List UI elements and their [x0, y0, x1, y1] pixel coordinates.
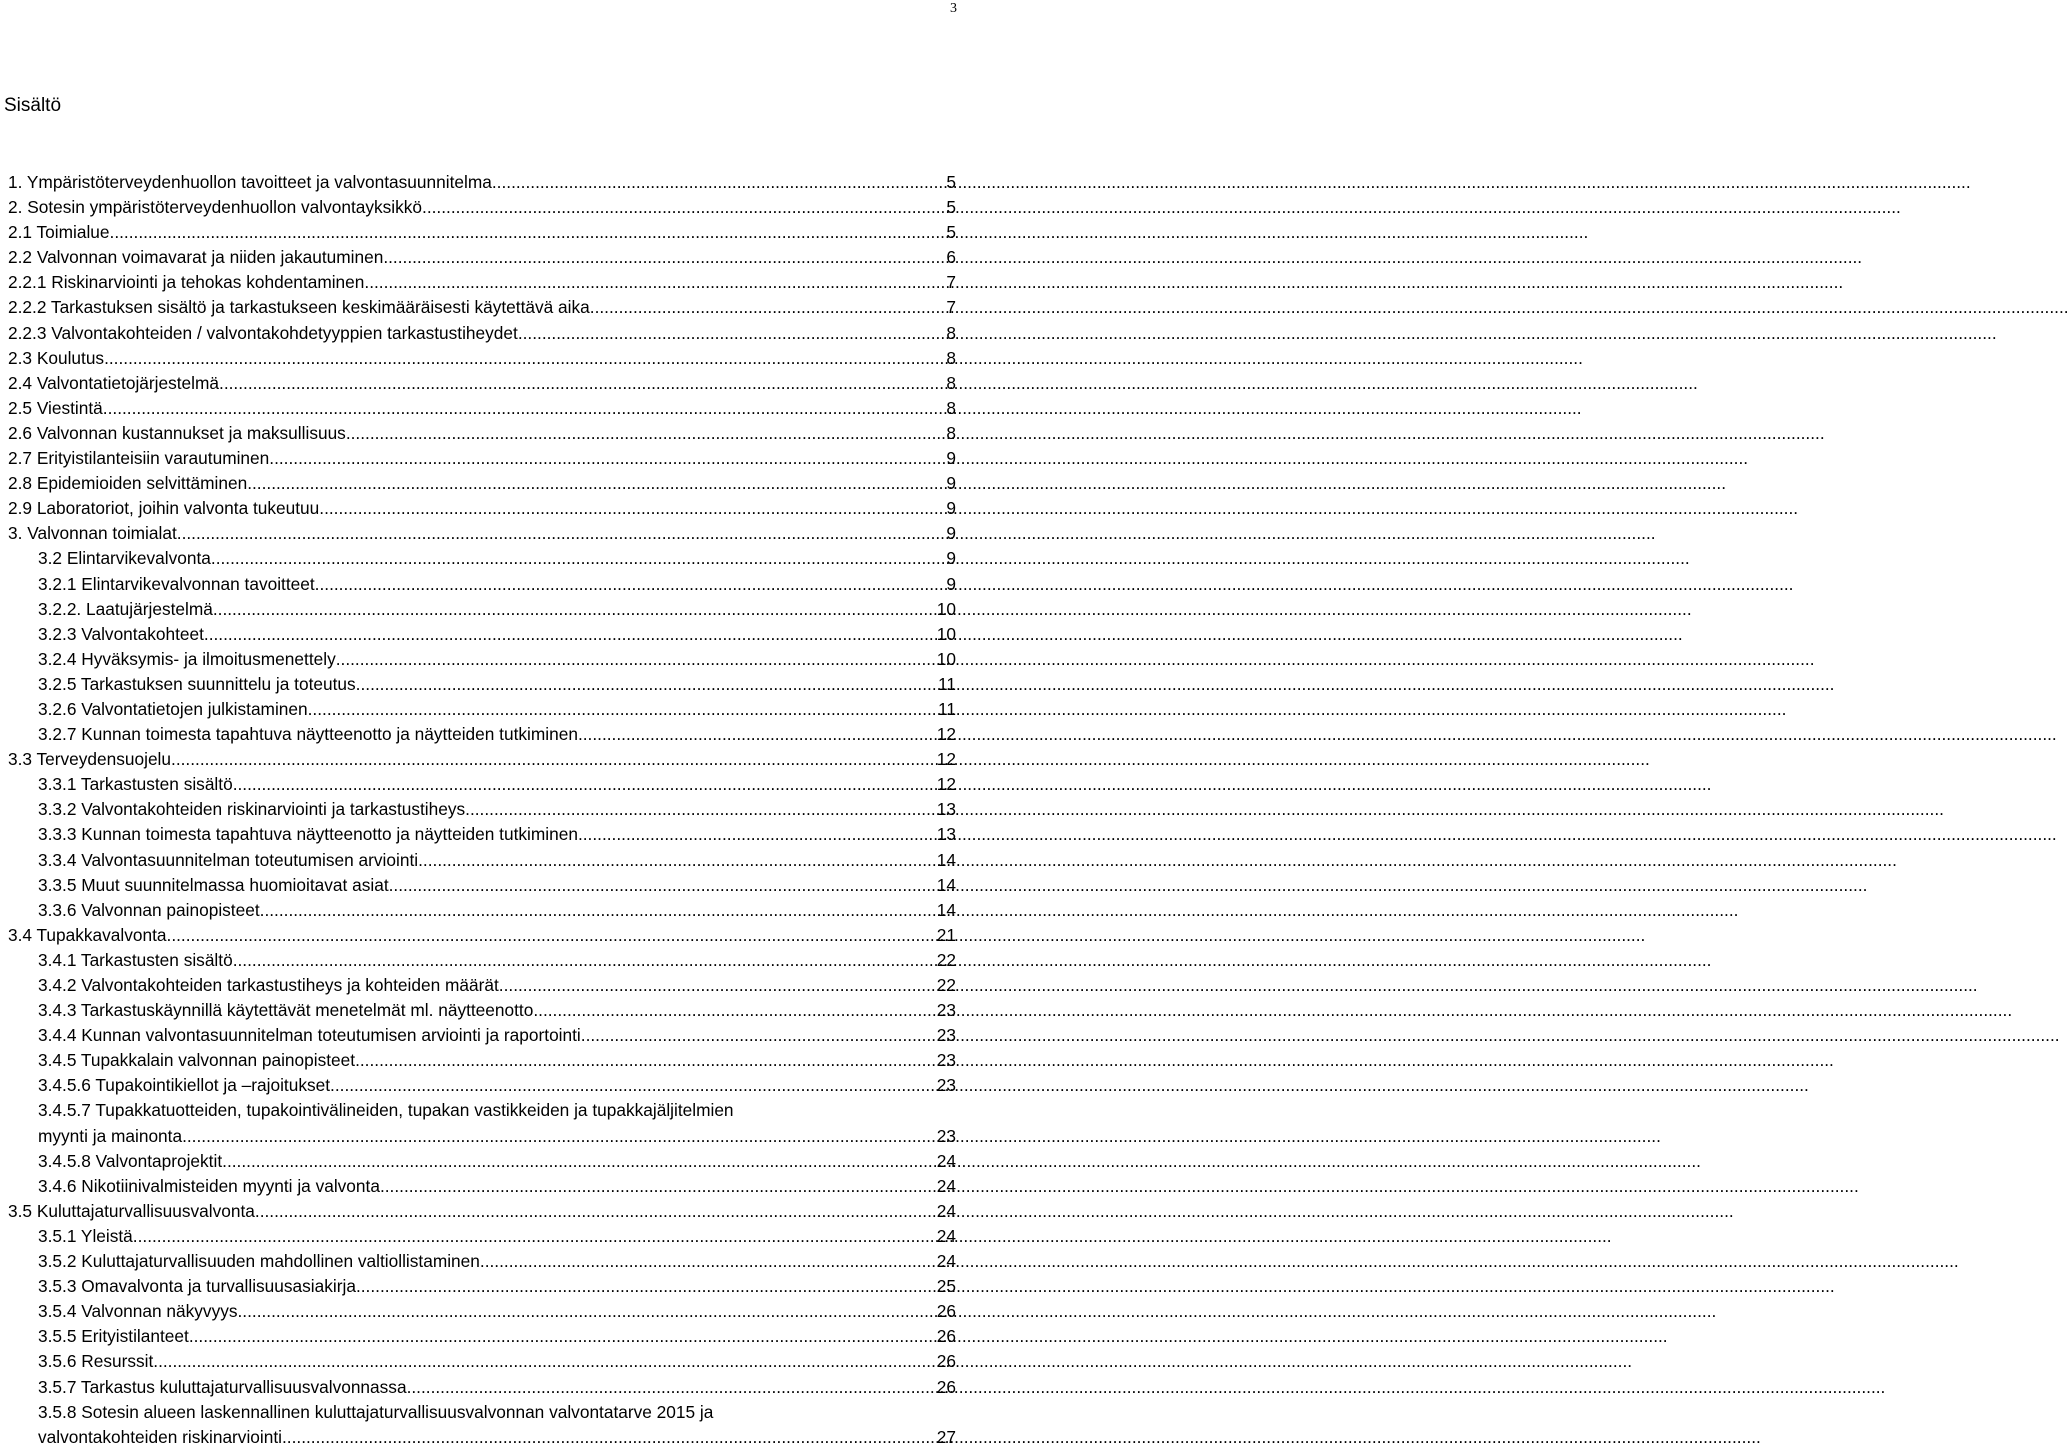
toc-entry-page-number: 5: [946, 222, 956, 243]
toc-dot-leader: [480, 1249, 937, 1274]
toc-entry-label: 2.3 Koulutus: [8, 347, 105, 368]
toc-entry[interactable]: [0, 1249, 960, 1274]
toc-entry[interactable]: [0, 220, 960, 245]
toc-entry[interactable]: [0, 572, 960, 597]
toc-entry-page-number: 10: [936, 648, 956, 669]
toc-dot-leader: [182, 1124, 937, 1149]
toc-dot-leader: [282, 1425, 937, 1450]
toc-entry-label: myynti ja mainonta: [38, 1125, 183, 1146]
toc-entry-label: 3.3.2 Valvontakohteiden riskinarviointi ja tarkastustiheys: [38, 799, 466, 820]
toc-dot-leader: [269, 446, 946, 471]
toc-entry-page-number: 12: [936, 749, 956, 770]
toc-entry[interactable]: [0, 973, 960, 998]
toc-entry[interactable]: [0, 1349, 960, 1374]
toc-entry-page-number: 8: [946, 422, 956, 443]
toc-entry-page-number: 23: [936, 1000, 956, 1021]
toc-entry-label: 3.2.1 Elintarvikevalvonnan tavoitteet: [38, 573, 315, 594]
toc-entry-page-number: 9: [946, 573, 956, 594]
toc-dot-leader: [260, 898, 937, 923]
toc-entry[interactable]: [0, 1174, 960, 1199]
toc-dot-leader: [255, 1199, 937, 1224]
toc-entry-page-number: 9: [946, 498, 956, 519]
toc-dot-leader: [356, 1274, 937, 1299]
toc-entry[interactable]: [0, 848, 960, 873]
toc-entry[interactable]: [0, 597, 960, 622]
toc-entry-page-number: 6: [946, 247, 956, 268]
toc-entry-page-number: 14: [936, 899, 956, 920]
toc-entry-label: 3.4.2 Valvontakohteiden tarkastustiheys ja kohteiden määrät: [38, 975, 499, 995]
toc-entry[interactable]: [0, 948, 960, 973]
toc-entry-page-number: 13: [936, 799, 956, 820]
toc-entry[interactable]: [0, 697, 960, 722]
toc-dot-leader: [578, 722, 937, 747]
toc-entry[interactable]: [0, 421, 960, 446]
toc-entry-label: 2.2 Valvonnan voimavarat ja niiden jakautuminen: [8, 247, 384, 268]
toc-entry[interactable]: [0, 622, 960, 647]
toc-dot-leader: [104, 346, 946, 371]
toc-entry-label: 3.4.3 Tarkastuskäynnillä käytettävät menetelmät ml. näytteenotto: [38, 1000, 534, 1021]
toc-entry-label: 2.9 Laboratoriot, joihin valvonta tukeutuu: [8, 498, 320, 519]
toc-entry[interactable]: [0, 446, 960, 471]
toc-entry[interactable]: [0, 346, 960, 371]
toc-dot-leader: [213, 597, 937, 622]
toc-entry-page-number: 10: [936, 598, 956, 619]
toc-entry[interactable]: [0, 873, 960, 898]
toc-dot-leader: [247, 471, 946, 496]
toc-dot-leader: [153, 1349, 937, 1374]
toc-dot-leader: [465, 797, 937, 822]
toc-entry-page-number: 26: [936, 1326, 956, 1347]
toc-entry[interactable]: [0, 521, 960, 546]
toc-entry-label: 3.3.4 Valvontasuunnitelman toteutumisen arviointi: [38, 849, 419, 870]
toc-entry[interactable]: [0, 396, 960, 421]
toc-entry[interactable]: [0, 747, 960, 772]
toc-entry-page-number: 7: [946, 272, 956, 293]
toc-entry[interactable]: [0, 797, 960, 822]
toc-entry-label: 2.6 Valvonnan kustannukset ja maksullisuus: [8, 422, 346, 443]
toc-entry-label: 3.5 Kuluttajaturvallisuusvalvonta: [8, 1200, 255, 1221]
toc-entry[interactable]: [0, 1324, 960, 1349]
toc-entry-page-number: 23: [936, 1075, 956, 1096]
toc-dot-leader: [330, 1073, 937, 1098]
toc-dot-leader: [233, 948, 937, 973]
toc-entry-page-number: 24: [936, 1200, 956, 1221]
toc-entry-page-number: 23: [936, 1025, 956, 1046]
toc-entry-label: 3.5.1 Yleistä: [38, 1225, 133, 1246]
toc-entry-label: 3.2.7 Kunnan toimesta tapahtuva näytteenotto ja näytteiden tutkiminen: [38, 724, 578, 745]
toc-entry[interactable]: [0, 270, 960, 295]
toc-entry-label: 2.2.3 Valvontakohteiden / valvontakohdetyyppien tarkastustiheydet: [8, 322, 518, 343]
toc-entry-label: 2.2.1 Riskinarviointi ja tehokas kohdentaminen: [8, 272, 365, 293]
toc-entry-label: 3.5.3 Omavalvonta ja turvallisuusasiakirja: [38, 1276, 356, 1297]
toc-entry-page-number: 23: [936, 1050, 956, 1071]
toc-entry-label: 1. Ympäristöterveydenhuollon tavoitteet ja valvontasuunnitelma: [8, 172, 492, 192]
toc-entry[interactable]: [0, 1149, 960, 1174]
toc-dot-leader: [389, 873, 937, 898]
toc-entry-page-number: 5: [946, 172, 956, 192]
toc-dot-leader: [319, 496, 946, 521]
toc-entry-label: 3.4.5.6 Tupakointikiellot ja –rajoitukset: [38, 1075, 331, 1096]
toc-dot-leader: [219, 371, 946, 396]
toc-entry-label: 3.2.3 Valvontakohteet: [38, 623, 204, 644]
toc-entry-label: 3.2.2. Laatujärjestelmä: [38, 598, 213, 619]
toc-entry-page-number: 24: [936, 1175, 956, 1196]
toc-entry-label: 3.2 Elintarvikevalvonta: [38, 548, 211, 569]
toc-entry-label: 2.7 Erityistilanteisiin varautuminen: [8, 448, 270, 469]
toc-dot-leader: [418, 848, 937, 873]
toc-entry-label: 2. Sotesin ympäristöterveydenhuollon valvontayksikkö: [8, 197, 423, 218]
toc-entry[interactable]: [0, 321, 960, 346]
toc-entry-page-number: 13: [936, 824, 956, 845]
toc-entry-page-number: 5: [946, 197, 956, 218]
toc-entry-page-number: 26: [936, 1376, 956, 1397]
toc-dot-leader: [189, 1324, 937, 1349]
toc-dot-leader: [222, 1149, 937, 1174]
toc-entry-page-number: 9: [946, 523, 956, 544]
toc-dot-leader: [590, 295, 947, 320]
toc-dot-leader: [308, 697, 938, 722]
toc-entry-page-number: 12: [936, 724, 956, 745]
toc-entry[interactable]: [0, 1299, 960, 1324]
toc-dot-leader: [499, 973, 937, 998]
toc-dot-leader: [355, 1048, 937, 1073]
toc-entry[interactable]: [0, 471, 960, 496]
toc-entry-page-number: 9: [946, 473, 956, 494]
toc-dot-leader: [171, 747, 937, 772]
toc-entry-page-number: 22: [936, 949, 956, 970]
toc-entry-label: 2.2.2 Tarkastuksen sisältö ja tarkastukseen keskimääräisesti käytettävä aika: [8, 297, 590, 318]
toc-dot-leader: [204, 622, 937, 647]
toc-dot-leader: [422, 195, 946, 220]
toc-dot-leader: [233, 772, 937, 797]
toc-entry-label: 3.3 Terveydensuojelu: [8, 749, 172, 770]
toc-entry[interactable]: [0, 898, 960, 923]
toc-entry-page-number: 25: [936, 1276, 956, 1297]
toc-entry[interactable]: [0, 1199, 960, 1224]
toc-entry-page-number: 22: [936, 975, 956, 995]
toc-entry-label: 3.2.4 Hyväksymis- ja ilmoitusmenettely: [38, 648, 336, 669]
toc-entry[interactable]: [0, 195, 960, 220]
page-number: 3: [950, 1, 957, 16]
toc-entry[interactable]: [0, 998, 960, 1023]
toc-entry[interactable]: [0, 1073, 960, 1098]
toc-entry[interactable]: [0, 1224, 960, 1249]
toc-dot-leader: [167, 923, 937, 948]
toc-entry[interactable]: [0, 496, 960, 521]
toc-entry-label: 3.4 Tupakkavalvonta: [8, 924, 167, 945]
toc-entry-label: valvontakohteiden riskinarviointi: [38, 1426, 282, 1447]
toc-dot-leader: [177, 521, 947, 546]
toc-entry-label: 3.5.5 Erityistilanteet: [38, 1326, 189, 1347]
toc-dot-leader: [110, 220, 947, 245]
toc-entry-page-number: 8: [946, 322, 956, 343]
toc-entry-page-number: 11: [938, 673, 956, 694]
toc-entry-label: 3.4.5 Tupakkalain valvonnan painopisteet: [38, 1050, 356, 1071]
toc-entry[interactable]: [0, 1400, 960, 1450]
toc-entry-label: 3.5.2 Kuluttajaturvallisuuden mahdollinen valtiollistaminen: [38, 1251, 480, 1272]
toc-entry-label: 3.2.6 Valvontatietojen julkistaminen: [38, 698, 308, 719]
toc-entry-label: 3.4.1 Tarkastusten sisältö: [38, 949, 233, 970]
toc-dot-leader: [133, 1224, 937, 1249]
toc-entry-page-number: 10: [936, 623, 956, 644]
toc-entry-page-number: 21: [936, 924, 956, 945]
toc-dot-leader: [407, 1375, 937, 1400]
toc-entry-label: 3.3.3 Kunnan toimesta tapahtuva näytteenotto ja näytteiden tutkiminen: [38, 824, 578, 845]
toc-dot-leader: [380, 1174, 937, 1199]
toc-entry-page-number: 26: [936, 1301, 956, 1322]
toc-entry[interactable]: [0, 245, 960, 270]
toc-dot-leader: [581, 1023, 937, 1048]
toc-entry-page-number: 11: [938, 698, 956, 719]
toc-dot-leader: [492, 170, 947, 195]
toc-entry-label-line1: 3.4.5.7 Tupakkatuotteiden, tupakointivälineiden, tupakan vastikkeiden ja tupakkajäljitelmien: [38, 1100, 734, 1121]
toc-heading: Sisältö: [4, 95, 62, 116]
toc-entry[interactable]: [0, 1048, 960, 1073]
toc-entry[interactable]: [0, 772, 960, 797]
toc-dot-leader: [336, 647, 937, 672]
toc-entry-page-number: 8: [946, 372, 956, 393]
toc-dot-leader: [211, 546, 946, 571]
toc-entry-label: 3.4.6 Nikotiinivalmisteiden myynti ja valvonta: [38, 1175, 380, 1196]
toc-entry-page-number: 14: [936, 849, 956, 870]
toc-entry[interactable]: [0, 672, 960, 697]
toc-dot-leader: [518, 321, 947, 346]
toc-entry[interactable]: [0, 722, 960, 747]
toc-dot-leader: [364, 270, 946, 295]
toc-entry-page-number: 8: [946, 347, 956, 368]
toc-entry-page-number: 8: [946, 397, 956, 418]
toc-entry-label: 3.3.5 Muut suunnitelmassa huomioitavat asiat: [38, 874, 389, 895]
toc-dot-leader: [103, 396, 947, 421]
toc-entry-page-number: 26: [936, 1351, 956, 1372]
toc-entry[interactable]: [0, 1098, 960, 1148]
toc-entry-label: 2.1 Toimialue: [8, 222, 110, 243]
toc-entry-label: 3.4.5.8 Valvontaprojektit: [38, 1150, 223, 1171]
toc-entry-label: 3.3.1 Tarkastusten sisältö: [38, 774, 233, 795]
toc-entry[interactable]: [0, 1023, 960, 1048]
toc-entry-label: 2.8 Epidemioiden selvittäminen: [8, 473, 248, 494]
toc-entry-page-number: 12: [936, 774, 956, 795]
toc-dot-leader: [346, 421, 947, 446]
toc-entry[interactable]: [0, 647, 960, 672]
toc-entry-page-number: 23: [936, 1125, 956, 1146]
toc-entry-page-number: 27: [936, 1426, 956, 1447]
toc-entry-label: 3.2.5 Tarkastuksen suunnittelu ja toteutus: [38, 673, 356, 694]
toc-entry-label: 3.5.6 Resurssit: [38, 1351, 154, 1372]
toc-entry-page-number: 24: [936, 1225, 956, 1246]
toc-entry[interactable]: [0, 371, 960, 396]
toc-entry[interactable]: [0, 295, 960, 320]
toc-entry-page-number: 24: [936, 1150, 956, 1171]
toc-entry-page-number: 14: [936, 874, 956, 895]
toc-entry[interactable]: [0, 923, 960, 948]
toc-entry-label: 3.5.4 Valvonnan näkyvyys: [38, 1301, 238, 1322]
toc-entry-label: 2.4 Valvontatietojärjestelmä: [8, 372, 220, 393]
table-of-contents: [0, 170, 960, 1450]
toc-entry-label-line1: 3.5.8 Sotesin alueen laskennallinen kuluttajaturvallisuusvalvonnan valvontatarve 2015 ja: [38, 1401, 714, 1422]
toc-dot-leader: [533, 998, 936, 1023]
toc-entry[interactable]: [0, 822, 960, 847]
toc-entry-label: 3.5.7 Tarkastus kuluttajaturvallisuusvalvonnassa: [38, 1376, 407, 1397]
toc-entry[interactable]: [0, 546, 960, 571]
toc-entry-label: 2.5 Viestintä: [8, 397, 103, 418]
toc-entry-label: 3.3.6 Valvonnan painopisteet: [38, 899, 260, 920]
toc-dot-leader: [356, 672, 938, 697]
toc-entry[interactable]: [0, 1375, 960, 1400]
toc-entry-page-number: 24: [936, 1251, 956, 1272]
toc-dot-leader: [578, 822, 937, 847]
toc-dot-leader: [238, 1299, 937, 1324]
toc-entry[interactable]: [0, 1274, 960, 1299]
toc-entry-page-number: 9: [946, 448, 956, 469]
toc-dot-leader: [315, 572, 947, 597]
toc-dot-leader: [383, 245, 946, 270]
toc-entry[interactable]: [0, 170, 960, 195]
toc-entry-label: 3.4.4 Kunnan valvontasuunnitelman toteutumisen arviointi ja raportointi: [38, 1025, 581, 1046]
toc-entry-page-number: 9: [946, 548, 956, 569]
toc-entry-page-number: 7: [946, 297, 956, 318]
toc-entry-label: 3. Valvonnan toimialat: [8, 523, 177, 544]
